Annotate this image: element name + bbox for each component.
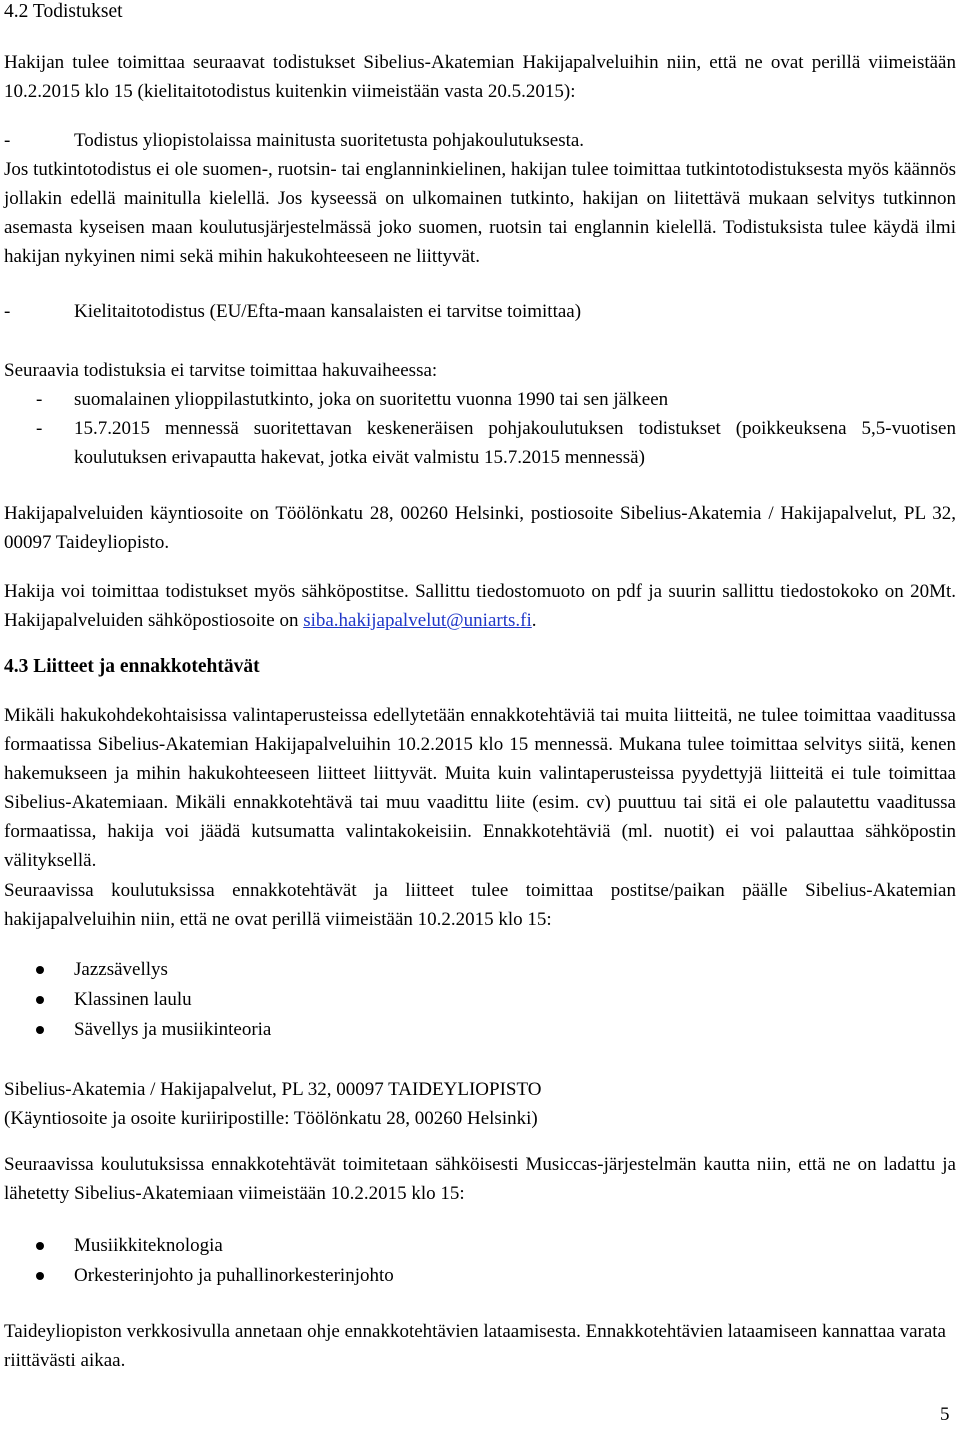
list-item bbox=[4, 385, 956, 414]
postal-address-line: Sibelius-Akatemia / Hakijapalvelut, PL 32, 00097 TAIDEYLIOPISTO bbox=[4, 1079, 542, 1100]
list-item-degree-certificate bbox=[4, 126, 960, 155]
dash-marker: - bbox=[4, 301, 11, 322]
list-item bbox=[4, 985, 956, 1015]
attachments-intro: Mikäli hakukohdekohtaisissa valintaperusteissa edellytetään ennakkotehtäviä tai muita liitteitä, ne tulee toimittaa vaaditussa formaatissa Sibelius-Akatemian Hakijapalveluihin 10.2.2015 klo 15 mennessä. Mukana tulee toimittaa selvitys siitä, kenen hakemukseen ja mihin hakukohteeseen liitteet liittyvät. Muita kuin valintaperusteissa pyydettyjä liitteitä ei tule toimittaa Sibelius-Akatemiaan. Mikäli ennakkotehtävä tai muu vaadittu liite (esim. cv) puuttuu tai sitä ei ole palautettu vaaditussa formaatissa, hakija voi jäädä kutsumatta valintakokeisiin. Ennakkotehtäviä (ml. nuotit) ei voi palauttaa sähköpostin välityksellä. bbox=[4, 705, 956, 871]
list-item-text: suomalainen ylioppilastutkinto, joka on suoritettu vuonna 1990 tai sen jälkeen bbox=[74, 389, 669, 410]
visiting-address-line: (Käyntiosoite ja osoite kuriiripostille: Töölönkatu 28, 00260 Helsinki) bbox=[4, 1108, 538, 1129]
program-name: Orkesterinjohto ja puhallinorkesterinjohto bbox=[74, 1265, 394, 1286]
list-item bbox=[4, 414, 956, 472]
page-number: 5 bbox=[940, 1404, 950, 1425]
program-name: Sävellys ja musiikinteoria bbox=[74, 1019, 272, 1040]
list-item bbox=[4, 1231, 956, 1261]
certificates-intro: Hakijan tulee toimittaa seuraavat todistukset Sibelius-Akatemian Hakijapalveluihin niin, että ne ovat perillä viimeistään 10.2.2015 klo 15 (kielitaitotodistus kuitenkin viimeistään vasta 20.5.2015): bbox=[4, 52, 956, 102]
program-name: Musiikkiteknologia bbox=[74, 1235, 223, 1256]
bullet-icon bbox=[36, 996, 44, 1004]
email-submission-info bbox=[4, 577, 956, 635]
list-item-text: Kielitaitotodistus (EU/Efta-maan kansalaisten ei tarvitse toimittaa) bbox=[74, 301, 582, 322]
bullet-icon bbox=[36, 1026, 44, 1034]
degree-certificate-details: Jos tutkintotodistus ei ole suomen-, ruotsin- tai englanninkielinen, hakijan tulee toimittaa tutkintotodistuksesta myös käännös jollakin edellä mainitulla kielellä. Jos kyseessä on ulkomainen tutkinto, hakijan on liitettävä mukaan selvitys tutkinnon asemasta kyseisen maan koulutusjärjestelmässä joko suomen, ruotsin tai englannin kielellä. Todistuksista tulee käydä ilmi hakijan nykyinen nimi sekä mihin hakukohteeseen ne liittyvät. bbox=[4, 159, 956, 267]
list-item bbox=[4, 955, 956, 985]
not-required-list bbox=[4, 385, 956, 472]
dash-marker: - bbox=[36, 389, 43, 410]
dash-marker: - bbox=[36, 418, 43, 439]
electronic-delivery-intro: Seuraavissa koulutuksissa ennakkotehtävät toimitetaan sähköisesti Musiccas-järjestelmän kautta niin, että ne on ladattu ja lähetetty Sibelius-Akatemiaan viimeistään 10.2.2015 klo 15: bbox=[4, 1154, 956, 1204]
postal-address-block bbox=[4, 1075, 956, 1133]
not-required-intro: Seuraavia todistuksia ei tarvitse toimittaa hakuvaiheessa: bbox=[4, 360, 438, 381]
email-link[interactable]: siba.hakijapalvelut@uniarts.fi bbox=[303, 610, 532, 631]
post-delivery-intro: Seuraavissa koulutuksissa ennakkotehtävät ja liitteet tulee toimittaa postitse/paikan päälle Sibelius-Akatemian hakijapalveluihin niin, että ne ovat perillä viimeistään 10.2.2015 klo 15: bbox=[4, 880, 956, 930]
bullet-icon bbox=[36, 1242, 44, 1250]
section-heading-4-3: 4.3 Liitteet ja ennakkotehtävät bbox=[4, 656, 260, 677]
list-item-text: Todistus yliopistolaissa mainitusta suoritetusta pohjakoulutuksesta. bbox=[74, 130, 585, 151]
upload-guide-note: Taideyliopiston verkkosivulla annetaan ohje ennakkotehtävien lataamisesta. Ennakkotehtävien lataamiseen kannattaa varata riittävästi aikaa. bbox=[4, 1321, 946, 1371]
list-item-text: 15.7.2015 mennessä suoritettavan keskeneräisen pohjakoulutuksen todistukset (poikkeuksena 5,5-vuotisen koulutuksen erivapautta hakevat, jotka eivät valmistu 15.7.2015 mennessä) bbox=[74, 418, 956, 468]
list-item-language-certificate bbox=[4, 297, 960, 326]
electronic-delivery-programs bbox=[4, 1231, 956, 1291]
section-heading-4-2: 4.2 Todistukset bbox=[4, 1, 123, 22]
bullet-icon bbox=[36, 966, 44, 974]
program-name: Jazzsävellys bbox=[74, 959, 168, 980]
list-item bbox=[4, 1015, 956, 1045]
office-address: Hakijapalveluiden käyntiosoite on Töölönkatu 28, 00260 Helsinki, postiosoite Sibelius-Akatemia / Hakijapalvelut, PL 32, 00097 Taideyliopisto. bbox=[4, 503, 956, 553]
post-delivery-programs bbox=[4, 955, 956, 1045]
bullet-icon bbox=[36, 1272, 44, 1280]
dash-marker: - bbox=[4, 130, 11, 151]
email-info-end: . bbox=[531, 610, 537, 631]
program-name: Klassinen laulu bbox=[74, 989, 192, 1010]
list-item bbox=[4, 1261, 956, 1291]
email-info-text: Hakija voi toimittaa todistukset myös sähköpostitse. Sallittu tiedostomuoto on pdf ja suurin sallittu tiedostokoko on 20Mt. Hakijapalveluiden sähköpostiosoite on bbox=[4, 581, 956, 631]
